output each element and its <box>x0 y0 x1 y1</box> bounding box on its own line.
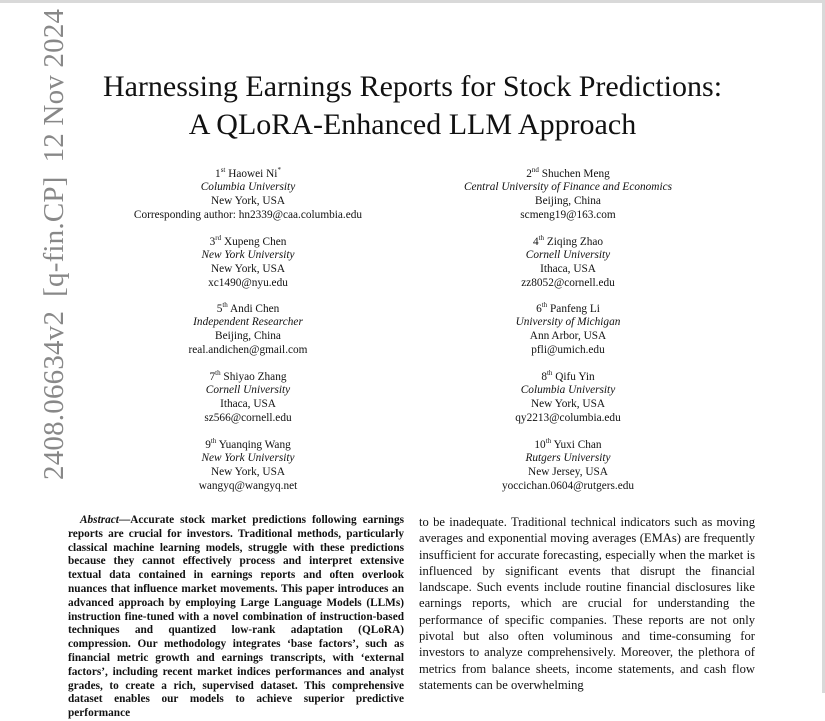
author-name-line <box>83 232 413 249</box>
author-10 <box>403 435 733 493</box>
author-name-line <box>403 299 733 316</box>
author-name: Yuxi Chan <box>553 438 602 451</box>
author-ordinal: 6 <box>536 302 542 315</box>
author-ordinal: 5 <box>216 302 223 315</box>
author-email[interactable]: qy2213@columbia.edu <box>515 411 621 424</box>
author-ordinal: 7 <box>209 370 216 383</box>
author-ordinal: 8 <box>541 370 547 383</box>
author-name: Xupeng Chen <box>223 235 287 248</box>
author-name-line <box>403 435 733 452</box>
author-affiliation: Rutgers University <box>525 452 611 465</box>
author-name-line <box>83 299 413 316</box>
author-ordinal: 3 <box>209 235 216 248</box>
author-ordinal: 4 <box>532 235 539 248</box>
author-ordinal-suffix: th <box>545 437 552 445</box>
author-email[interactable]: sz566@cornell.edu <box>204 411 292 424</box>
author-name: Ziqing Zhao <box>546 235 604 248</box>
author-location: Ithaca, USA <box>220 397 276 410</box>
author-email[interactable]: scmeng19@163.com <box>520 208 616 221</box>
author-name-line <box>403 232 733 249</box>
author-name: Andi Chen <box>230 302 280 315</box>
author-ordinal-suffix: th <box>210 437 217 445</box>
author-ordinal-suffix: st <box>220 166 226 174</box>
arxiv-category: [q-fin.CP] <box>38 176 70 297</box>
author-location: Beijing, China <box>535 194 601 207</box>
viewer-top-border <box>0 0 825 3</box>
author-location: Beijing, China <box>215 329 281 342</box>
paper-title <box>0 68 825 144</box>
author-7 <box>83 367 413 425</box>
author-ordinal: 9 <box>205 438 211 451</box>
author-email[interactable]: Corresponding author: hn2339@caa.columbia.edu <box>133 208 363 221</box>
author-2 <box>403 164 733 222</box>
author-affiliation: University of Michigan <box>515 316 621 329</box>
author-name: Yuanqing Wang <box>218 438 291 451</box>
author-ordinal-suffix: th <box>222 301 228 309</box>
author-ordinal: 1 <box>215 167 221 180</box>
author-6 <box>403 299 733 357</box>
author-ordinal-suffix: th <box>538 234 545 242</box>
abstract-text: —Accurate stock market predictions following earnings reports are crucial for investors. Traditional methods, particularly classical machine learning models, struggle with these predictions because they cannot effectively process and interpret extensive textual data contained in earnings reports and often overlook nuances that influence market movements. This paper introduces an advanced approach by employing Large Language Models (LLMs) instruction fine-tuned with a novel combination of instruction-based techniques and quantized low-rank adaptation (QLoRA) compression. Our methodology integrates ‘base factors’, such as financial metric growth and earnings transcripts, with ‘external factors’, including recent market indices performances and analyst grades, to create a rich, supervised dataset. This comprehensive dataset enables our models to achieve superior predictive performance <box>68 514 404 720</box>
author-mark: * <box>277 166 281 174</box>
author-name: Shiyao Zhang <box>223 370 287 383</box>
author-email[interactable]: yoccichan.0604@rutgers.edu <box>501 479 635 492</box>
author-ordinal: 2 <box>526 167 532 180</box>
author-location: New York, USA <box>210 465 286 478</box>
author-email[interactable]: zz8052@cornell.edu <box>521 276 615 289</box>
author-email[interactable]: xc1490@nyu.edu <box>208 276 288 289</box>
author-affiliation: Cornell University <box>205 384 291 397</box>
author-name-line <box>403 164 733 181</box>
author-location: New Jersey, USA <box>528 465 608 478</box>
author-ordinal-suffix: th <box>215 369 221 377</box>
author-name: Haowei Ni <box>228 167 278 180</box>
author-5 <box>83 299 413 357</box>
author-name-line <box>83 367 413 384</box>
author-4 <box>403 232 733 290</box>
author-ordinal-suffix: rd <box>215 234 222 242</box>
abstract-lead: Abstract <box>80 514 119 526</box>
author-ordinal-suffix: nd <box>531 166 539 174</box>
author-ordinal: 10 <box>534 438 546 451</box>
author-name-line <box>83 164 413 181</box>
author-name: Qifu Yin <box>555 370 595 383</box>
arxiv-date: 12 Nov 2024 <box>38 8 70 163</box>
author-affiliation: New York University <box>201 249 295 262</box>
author-location: New York, USA <box>210 262 286 275</box>
author-affiliation: Central University of Finance and Economics <box>463 181 672 194</box>
author-ordinal-suffix: th <box>541 301 548 309</box>
author-affiliation: Independent Researcher <box>193 316 303 329</box>
author-affiliation: Columbia University <box>200 181 296 194</box>
author-name-line <box>403 367 733 384</box>
author-email[interactable]: real.andichen@gmail.com <box>188 343 308 356</box>
author-name-line <box>83 435 413 452</box>
author-name: Panfeng Li <box>550 302 600 315</box>
author-email[interactable]: pfli@umich.edu <box>531 343 605 356</box>
author-affiliation: Columbia University <box>520 384 616 397</box>
author-email[interactable]: wangyq@wangyq.net <box>198 479 298 492</box>
author-ordinal-suffix: th <box>546 369 553 377</box>
author-affiliation: New York University <box>201 452 295 465</box>
introduction-text: to be inadequate. Traditional technical indicators such as moving averages and exponential moving averages (EMAs) are frequently insufficient for accurate forecasting, especially when the market is influenced by significant events that disrupt the financial landscape. Such events include routine financial disclosures like earnings reports, which are crucial for understanding the performance of specific companies. These reports are not only pivotal but also often voluminous and time-consuming for investors to analyze comprehensively. Moreover, the plethora of metrics from balance sheets, income statements, and cash flow statements can be overwhelming <box>419 515 755 692</box>
author-name: Shuchen Meng <box>541 167 610 180</box>
author-location: Ithaca, USA <box>540 262 596 275</box>
arxiv-id: 2408.06634v2 <box>38 310 70 480</box>
author-affiliation: Cornell University <box>525 249 611 262</box>
author-9 <box>83 435 413 493</box>
author-8 <box>403 367 733 425</box>
abstract <box>68 514 404 721</box>
author-1 <box>83 164 413 222</box>
author-location: New York, USA <box>210 194 286 207</box>
author-3 <box>83 232 413 290</box>
author-location: New York, USA <box>530 397 606 410</box>
author-location: Ann Arbor, USA <box>529 329 607 342</box>
title-line-1: Harnessing Earnings Reports for Stock Predictions: <box>102 70 723 103</box>
title-line-2: A QLoRA-Enhanced LLM Approach <box>188 108 637 141</box>
